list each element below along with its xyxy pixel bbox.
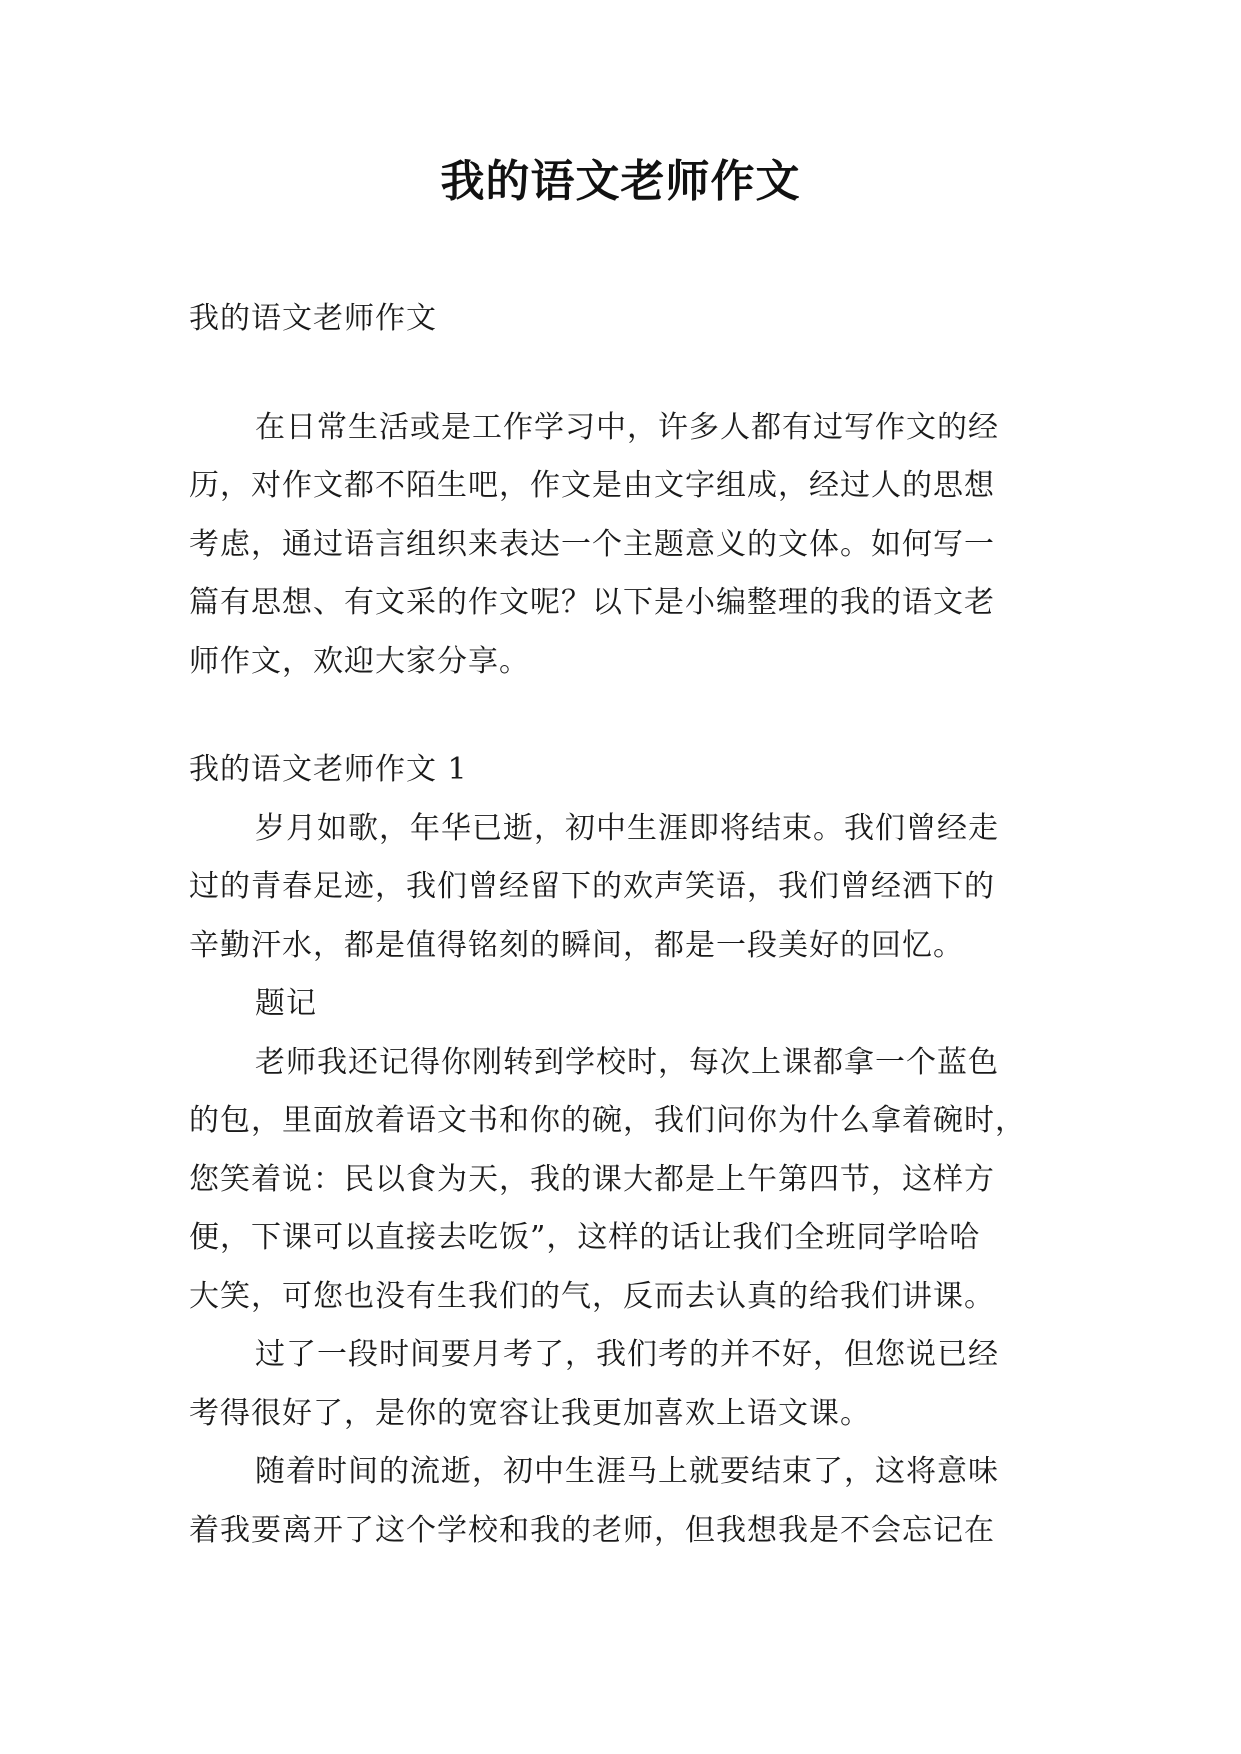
intro-line: 篇有思想、有文采的作文呢？以下是小编整理的我的语文老 (189, 585, 995, 620)
spacer (189, 691, 1054, 741)
body-line: 过了一段时间要月考了，我们考的并不好，但您说已经 (255, 1337, 999, 1372)
intro-line: 在日常生活或是工作学习中，许多人都有过写作文的经 (255, 409, 999, 445)
section-heading: 我的语文老师作文 1 (189, 752, 468, 787)
body-line: 岁月如歌，年华已逝，初中生涯即将结束。我们曾经走 (255, 810, 999, 846)
body-line: 大笑，可您也没有生我们的气，反而去认真的给我们讲课。 (189, 1278, 995, 1314)
intro-line: 历，对作文都不陌生吧，作文是由文字组成，经过人的思想 (189, 468, 995, 503)
body-line: 辛勤汗水，都是值得铭刻的瞬间，都是一段美好的回忆。 (189, 927, 964, 963)
body-line: 随着时间的流逝，初中生涯马上就要结束了，这将意味 (255, 1454, 999, 1489)
body-line: 老师我还记得你刚转到学校时，每次上课都拿一个蓝色 (255, 1044, 999, 1080)
body-line: 考得很好了，是你的宽容让我更加喜欢上语文课。 (189, 1395, 871, 1431)
epigraph-label: 题记 (255, 986, 317, 1021)
document-body (189, 290, 1054, 1560)
body-line: 着我要离开了这个学校和我的老师，但我想我是不会忘记在 (189, 1512, 995, 1548)
subtitle: 我的语文老师作文 (189, 301, 437, 336)
spacer (189, 349, 1054, 399)
body-line: 您笑着说：民以食为天，我的课大都是上午第四节，这样方 (189, 1161, 995, 1197)
body-line: 过的青春足迹，我们曾经留下的欢声笑语，我们曾经洒下的 (189, 869, 995, 904)
essay-body (189, 800, 1054, 1561)
body-line: 便，下课可以直接去吃饭”，这样的话让我们全班同学哈哈 (189, 1220, 981, 1255)
document-title: 我的语文老师作文 (440, 156, 801, 207)
intro-line: 考虑，通过语言组织来表达一个主题意义的文体。如何写一 (189, 526, 995, 562)
intro-line: 师作文，欢迎大家分享。 (189, 643, 530, 679)
intro-paragraph (189, 399, 1054, 692)
body-line: 的包，里面放着语文书和你的碗，我们问你为什么拿着碗时， (189, 1103, 1026, 1138)
